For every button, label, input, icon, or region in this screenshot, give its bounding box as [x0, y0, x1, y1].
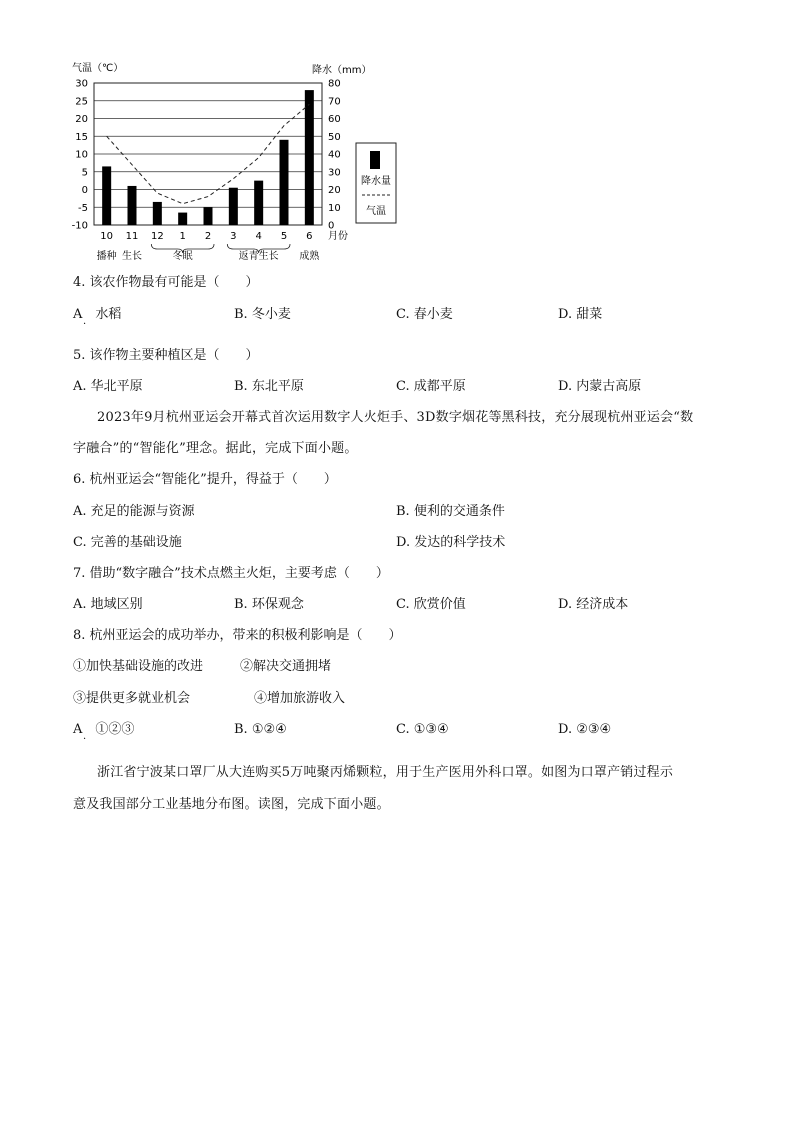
precipitation-bar: [280, 140, 289, 225]
right-tick-label: 10: [328, 202, 341, 214]
stage-label: 成熟: [299, 251, 320, 262]
q4-option-c: C. 春小麦: [396, 307, 453, 322]
precipitation-bar: [153, 202, 162, 225]
precipitation-bar: [178, 213, 187, 225]
left-tick-label: -5: [78, 202, 88, 214]
legend-temperature-label: 气温: [366, 206, 386, 217]
precipitation-bar: [128, 186, 137, 225]
precipitation-bar: [229, 188, 238, 225]
q7-option-d: D. 经济成本: [558, 597, 629, 612]
precipitation-bars: [102, 90, 314, 225]
q5-option-a: A. 华北平原: [73, 379, 143, 394]
q8-option-a: A ①②③: [73, 722, 135, 737]
q5-option-d: D. 内蒙古高原: [558, 379, 642, 394]
left-tick-label: 0: [81, 185, 88, 196]
q8-statement-1: ①加快基础设施的改进: [73, 659, 204, 674]
precipitation-bar: [305, 90, 314, 225]
right-axis-title: 降水（mm）: [312, 65, 372, 76]
intro1-line2: 字融合”的“智能化”理念。据此，完成下面小题。: [73, 441, 358, 456]
q5-option-c: C. 成都平原: [396, 379, 466, 394]
left-tick-label: 10: [75, 149, 88, 161]
q8-option-d: D. ②③④: [558, 722, 612, 737]
month-label: 4: [255, 231, 262, 242]
left-tick-label: 5: [81, 167, 88, 179]
q4-stem: 4. 该农作物最有可能是（ ）: [73, 275, 259, 290]
climate-chart: [0, 0, 794, 270]
precipitation-bar: [102, 166, 111, 225]
left-axis-title: 气温（℃）: [72, 63, 124, 74]
stage-label: 返青生长: [238, 251, 279, 262]
q5-stem: 5. 该作物主要种植区是（ ）: [73, 348, 259, 363]
q6-option-b: B. 便利的交通条件: [396, 504, 505, 519]
q8-statement-4: ④增加旅游收入: [254, 691, 346, 706]
right-tick-label: 70: [328, 96, 341, 108]
intro1-line1: 2023年9月杭州亚运会开幕式首次运用数字人火炬手、3D数字烟花等黑科技，充分展现杭州亚运会“数: [97, 410, 694, 425]
q8-option-a-dot: ·: [83, 734, 87, 745]
month-label: 1: [179, 231, 186, 242]
q4-option-a-dot: ·: [83, 319, 87, 330]
month-label: 10: [100, 231, 114, 242]
month-label: 6: [306, 231, 313, 242]
q8-statement-2: ②解决交通拥堵: [240, 659, 332, 674]
right-tick-label: 30: [328, 167, 341, 179]
left-tick-label: -10: [71, 220, 88, 232]
q4-option-b: B. 冬小麦: [234, 307, 291, 322]
q8-stem: 8. 杭州亚运会的成功举办，带来的积极利影响是（ ）: [73, 628, 402, 643]
intro2-line1: 浙江省宁波某口罩厂从大连购买5万吨聚丙烯颗粒，用于生产医用外科口罩。如图为口罩产销过程示: [97, 765, 674, 780]
chart-legend: [356, 143, 396, 223]
right-tick-label: 80: [328, 78, 341, 90]
q7-option-a: A. 地域区别: [73, 597, 143, 612]
stage-label: 生长: [122, 251, 142, 262]
chart-labels: [72, 62, 372, 262]
right-tick-label: 0: [328, 220, 335, 232]
q4-option-a: A 水稻: [73, 307, 122, 322]
left-tick-label: 20: [75, 114, 88, 125]
left-tick-label: 25: [75, 96, 88, 108]
q6-option-a: A. 充足的能源与资源: [73, 504, 195, 519]
q6-stem: 6. 杭州亚运会“智能化”提升，得益于（ ）: [73, 472, 337, 487]
right-tick-label: 50: [328, 131, 341, 143]
left-tick-label: 15: [75, 131, 88, 143]
left-tick-label: 30: [75, 78, 88, 90]
month-label: 5: [280, 231, 288, 242]
month-label: 11: [125, 231, 139, 242]
q5-option-b: B. 东北平原: [234, 379, 304, 394]
q6-option-c: C. 完善的基础设施: [73, 535, 182, 550]
intro2-line2: 意及我国部分工业基地分布图。读图，完成下面小题。: [73, 797, 390, 812]
q6-option-d: D. 发达的科学技术: [396, 535, 506, 550]
right-tick-label: 20: [328, 185, 341, 196]
precipitation-bar: [254, 181, 263, 225]
month-label: 3: [230, 231, 237, 242]
stage-label: 冬眠: [172, 251, 193, 262]
q7-option-b: B. 环保观念: [234, 597, 304, 612]
legend-precipitation-label: 降水量: [361, 176, 391, 187]
precipitation-bar: [204, 207, 213, 225]
month-unit-label: 月份: [328, 231, 348, 242]
q4-option-d: D. 甜菜: [558, 307, 603, 322]
month-label: 2: [204, 231, 212, 242]
right-tick-label: 60: [328, 114, 341, 125]
q8-option-c: C. ①③④: [396, 722, 449, 737]
q8-option-b: B. ①②④: [234, 722, 287, 737]
month-label: 12: [150, 231, 164, 242]
q7-stem: 7. 借助“数字融合”技术点燃主火炬，主要考虑（ ）: [73, 566, 389, 581]
right-tick-label: 40: [328, 149, 341, 161]
q8-statement-3: ③提供更多就业机会: [73, 691, 191, 706]
q7-option-c: C. 欣赏价值: [396, 597, 466, 612]
stage-label: 播种: [96, 251, 117, 262]
legend-bar-swatch: [370, 151, 380, 169]
